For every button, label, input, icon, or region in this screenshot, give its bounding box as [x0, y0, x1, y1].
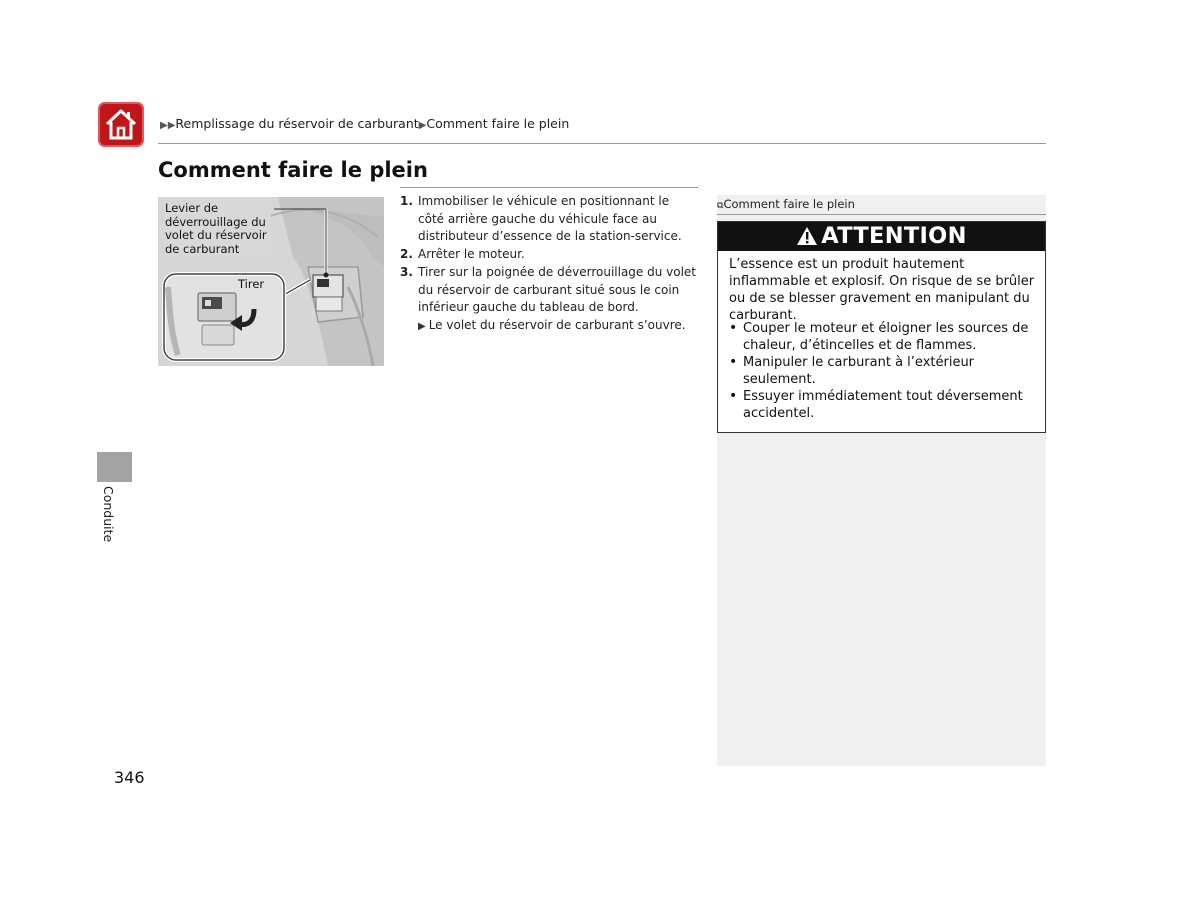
step-number: 1. — [400, 194, 413, 208]
warning-header — [718, 222, 1045, 251]
step-item — [400, 193, 698, 246]
callout-line: de carburant — [165, 241, 240, 256]
reference-icon: ⧉ — [717, 201, 724, 211]
pull-callout: Tirer — [238, 277, 265, 291]
breadcrumb-item-current: Comment faire le plein — [426, 116, 570, 131]
chapter-label: Conduite — [101, 486, 116, 543]
callout-line: volet du réservoir — [165, 228, 267, 243]
breadcrumb-arrow-icon: ▶▶ — [160, 120, 176, 131]
warning-triangle-icon — [796, 226, 818, 246]
page-title: Comment faire le plein — [158, 158, 428, 182]
result-arrow-icon: ▶ — [418, 320, 426, 332]
step-text: Immobiliser le véhicule en positionnant le côté arrière gauche du véhicule face au distributeur d’essence de la station-service. — [418, 194, 682, 244]
step-number: 3. — [400, 264, 413, 279]
step-text: Tirer sur la poignée de déverrouillage du volet du réservoir de carburant situé sous le coin inférieur gauche du tableau de bord. — [418, 264, 697, 315]
breadcrumb — [160, 116, 569, 131]
side-heading-text: Comment faire le plein — [723, 197, 855, 211]
warning-bullet: • Manipuler le carburant à l’extérieur seulement. — [729, 354, 1037, 388]
side-notes-heading — [717, 197, 1046, 215]
step-result — [400, 317, 698, 336]
warning-text: L’essence est un produit hautement inflammable et explosif. On risque de se brûler ou de se blesser gravement en manipulant du carburant. — [729, 257, 1035, 323]
steps-list — [400, 188, 698, 336]
step-item — [400, 264, 698, 317]
step-number: 2. — [400, 247, 413, 262]
chapter-tab[interactable] — [97, 452, 132, 482]
warning-bullets — [729, 320, 1037, 422]
breadcrumb-item-fuel-tank[interactable]: Remplissage du réservoir de carburant — [175, 116, 419, 131]
warning-bullet: • Couper le moteur et éloigner les sources de chaleur, d’étincelles et de flammes. — [729, 320, 1037, 354]
callout-line: Levier de — [165, 201, 219, 215]
fuel-door-lever-callout — [165, 202, 271, 256]
warning-bullet: • Essuyer immédiatement tout déversement accidentel. — [729, 388, 1037, 422]
page-number: 346 — [114, 768, 145, 787]
step-item — [400, 246, 698, 264]
header-divider — [158, 143, 1046, 144]
callout-line: déverrouillage du — [165, 214, 266, 229]
home-button[interactable] — [98, 102, 144, 147]
result-text: Le volet du réservoir de carburant s’ouvre. — [428, 317, 686, 332]
breadcrumb-arrow-icon: ▶ — [418, 120, 427, 131]
step-text: Arrêter le moteur. — [418, 247, 525, 262]
home-icon — [103, 107, 139, 142]
warning-label: ATTENTION — [821, 223, 967, 249]
